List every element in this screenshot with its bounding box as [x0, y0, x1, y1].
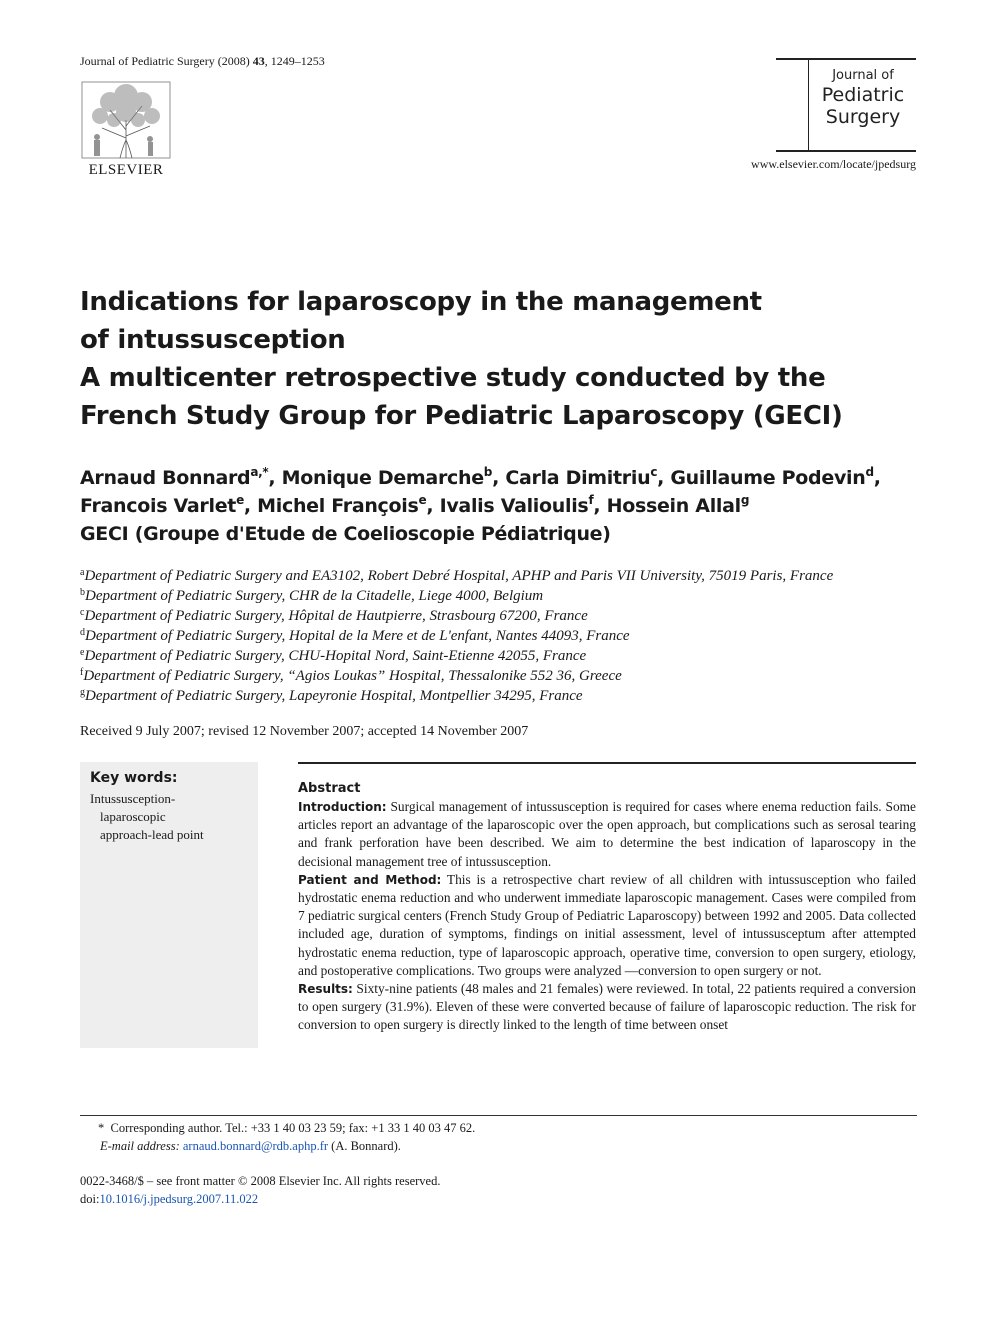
citation-volume: 43 — [252, 54, 265, 68]
author-name: Arnaud Bonnard — [80, 467, 251, 489]
affiliation-item: $^b$Department of Pediatric Surgery, CHR de la Citadelle, Liege 4000, Belgium — [80, 587, 544, 604]
affiliation-item: $^f$Department of Pediatric Surgery, “Agios Loukas” Hospital, Thessalonike 552 36, Greece — [80, 667, 622, 684]
front-matter: 0022-3468/$ – see front matter © 2008 Elsevier Inc. All rights reserved. — [80, 1174, 441, 1188]
author-affil-mark[interactable]: g — [740, 493, 750, 507]
author-list: Arnaud Bonnard$^{a,*}$, Monique Demarche$^b$, Carla Dimitriu$^c$, Guillaume Podevin$^d$, Francois Varlet$^e$, Michel François$^e$, Ivalis Valioulis$^f$, Hossein Allal$^g$ GECI (Groupe d'Etude de Coelioscopie Pédiatrique) — [80, 464, 920, 548]
journal-logo-line1: Journal of — [832, 68, 894, 83]
journal-logo-line3: Surgery — [825, 106, 901, 128]
doi-link[interactable]: 10.1016/j.jpedsurg.2007.11.022 — [99, 1192, 259, 1206]
author-name: Michel François — [257, 495, 419, 517]
affiliation-item: $^c$Department of Pediatric Surgery, Hôpital de Hautpierre, Strasbourg 67200, France — [80, 607, 588, 624]
email-note: E-mail address: arnaud.bonnard@rdb.aphp.fr (A. Bonnard). — [100, 1139, 401, 1153]
keyword-item: Intussusception- — [90, 791, 176, 806]
author-name: Hossein Allal — [606, 495, 741, 517]
keyword-item: laparoscopic — [100, 809, 166, 824]
author-name: Monique Demarche — [281, 467, 484, 489]
author-affil-mark[interactable]: c — [650, 465, 658, 479]
author-affil-mark[interactable]: b — [483, 465, 493, 479]
author-group: GECI (Groupe d'Etude de Coelioscopie Pédiatrique) — [80, 523, 611, 545]
title-line: Indications for laparoscopy in the management — [80, 287, 762, 317]
article-title — [80, 283, 920, 435]
footnote-divider — [80, 1115, 917, 1116]
subtitle-line: French Study Group for Pediatric Laparoscopy (GECI) — [80, 401, 843, 431]
journal-logo-line2: Pediatric — [821, 84, 905, 106]
author-name: Francois Varlet — [80, 495, 237, 517]
affiliation-item: $^g$Department of Pediatric Surgery, Lapeyronie Hospital, Montpellier 34295, France — [80, 687, 583, 704]
received-dates: Received 9 July 2007; revised 12 November 2007; accepted 14 November 2007 — [80, 724, 529, 739]
journal-logo — [776, 58, 916, 152]
abstract-section — [298, 762, 916, 1035]
affiliation-list — [80, 566, 920, 706]
keywords-title: Key words: — [90, 770, 178, 786]
author-name: Carla Dimitriu — [505, 467, 651, 489]
abstract-heading: Abstract — [298, 781, 361, 796]
corresponding-author-note: * Corresponding author. Tel.: +33 1 40 03 23 59; fax: +1 33 1 40 03 47 62. — [98, 1121, 476, 1135]
keywords-list — [90, 790, 204, 844]
publisher-name: ELSEVIER — [88, 162, 164, 178]
author-affil-mark[interactable]: d — [865, 465, 874, 479]
affiliation-item: $^a$Department of Pediatric Surgery and EA3102, Robert Debré Hospital, APHP and Paris VII University, 75019 Paris, France — [80, 567, 834, 584]
citation-pages: , 1249–1253 — [264, 54, 325, 68]
author-affil-mark[interactable]: f — [588, 493, 594, 507]
subtitle-line: A multicenter retrospective study conducted by the — [80, 363, 826, 393]
author-affil-mark[interactable]: e — [236, 493, 244, 507]
abstract-introduction: Introduction: Surgical management of intussusception is required for cases where enema reduction fails. Some articles report an advantage of the laparoscopic over the open approach, but complications such as serosal tearing and frank perforation have been described. We aim to determine the best indication of laparoscopy in the decisional management tree of intussusception. — [298, 799, 916, 869]
journal-url-link[interactable]: www.elsevier.com/locate/jpedsurg — [751, 157, 916, 171]
author-name: Ivalis Valioulis — [439, 495, 589, 517]
journal-citation — [80, 54, 325, 69]
keywords-box — [80, 762, 258, 1048]
author-name: Guillaume Podevin — [670, 467, 866, 489]
affiliation-item: $^d$Department of Pediatric Surgery, Hopital de la Mere et de L'enfant, Nantes 44093, France — [80, 627, 630, 644]
affiliation-item: $^e$Department of Pediatric Surgery, CHU-Hopital Nord, Saint-Etienne 42055, France — [80, 647, 587, 664]
title-line: of intussusception — [80, 325, 346, 355]
keyword-item: approach-lead point — [100, 827, 204, 842]
citation-journal: Journal of Pediatric Surgery (2008) — [80, 54, 250, 68]
abstract-results: Results: Sixty-nine patients (48 males and 21 females) were reviewed. In total, 22 patients required a conversion to open surgery (31.9%). Eleven of these were converted because of failure of laparoscopic reduction. The risk for conversion to open surgery is directly linked to the length of time between onset — [298, 981, 916, 1033]
author-affil-mark[interactable]: e — [418, 493, 427, 507]
author-affil-mark[interactable]: a,* — [250, 465, 269, 479]
abstract-methods: Patient and Method: This is a retrospective chart review of all children with intussusception who failed hydrostatic enema reduction and who underwent immediate laparoscopic management. Cases were compiled from 7 pediatric surgical centers (French Study Group of Pediatric Laparoscopy) between 1992 and 2005. Data collected included age, duration of symptoms, findings on initial assessment, level of intussusceptum after attempted hydrostatic enema reduction, type of laparoscopic approach, operative time, conversion to open surgery, etiology, and postoperative complications. Two groups were analyzed —conversion to open surgery or not. — [298, 871, 916, 978]
email-link[interactable]: arnaud.bonnard@rdb.aphp.fr — [182, 1139, 329, 1153]
doi-line: doi:10.1016/j.jpedsurg.2007.11.022 — [80, 1192, 259, 1206]
